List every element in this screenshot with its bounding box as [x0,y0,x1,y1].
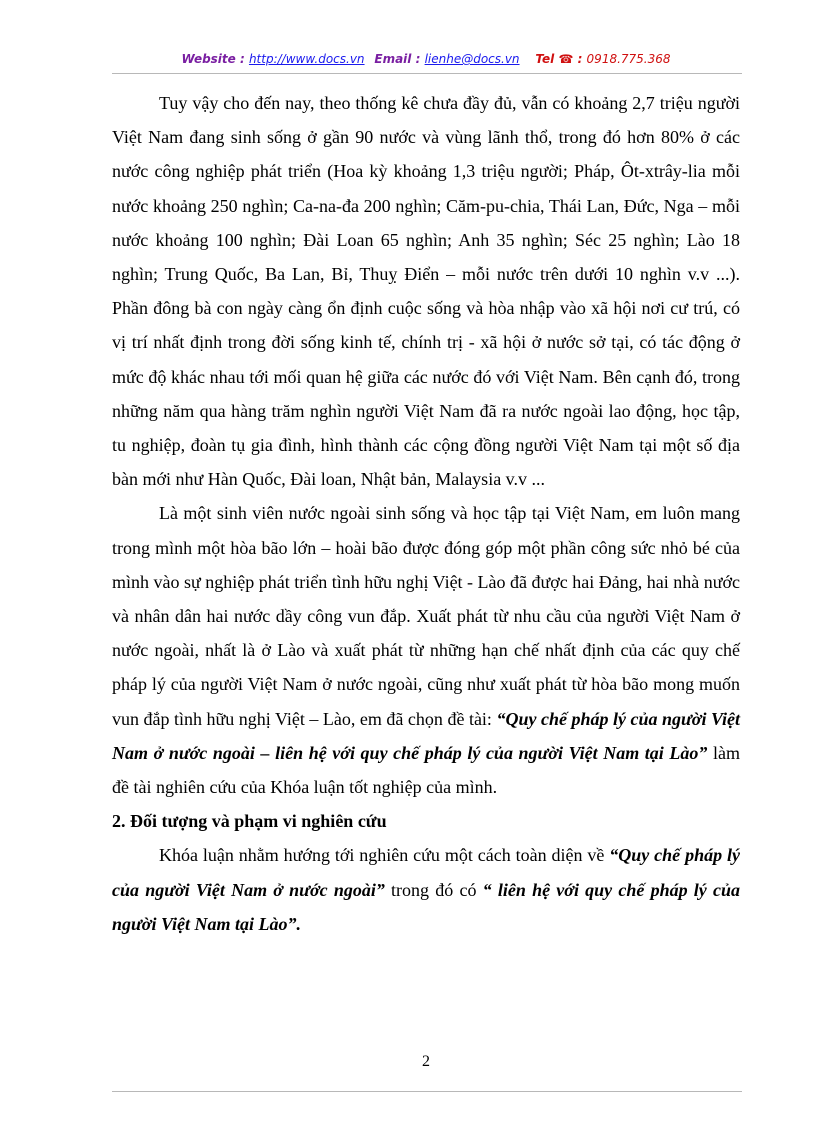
paragraph-text: làm đề tài nghiên cứu của Khóa luận tốt nghiệp của mình. [112,742,740,798]
header-divider [112,73,742,74]
page-header [112,50,740,68]
document-body [112,86,740,941]
section-heading: 2. Đối tượng và phạm vi nghiên cứu [112,811,387,832]
phone-number: 0918.775.368 [586,52,671,66]
email-label: Email : [374,52,425,66]
website-label: Website : [181,52,249,66]
paragraph-thesis-motivation [112,496,740,804]
paragraph-text: Là một sinh viên nước ngoài sinh sống và học tập tại Việt Nam, em luôn mang trong mình một hòa bão lớn – hoài bão được đóng góp một phần công sức nhỏ bé của mình vào sự nghiệp phát triển tình hữu nghị Việt - Lào đã được hai Đảng, hai nhà nước và nhân dân hai nước dầy công vun đắp. Xuất phát từ nhu cầu của người Việt Nam ở nước ngoài, nhất là ở Lào và xuất phát từ những hạn chế nhất định của các quy chế pháp lý của người Việt Nam ở nước ngoài, cũng như xuất phát từ hòa bão mong muốn vun đắp tình hữu nghị Việt – Lào, em đã chọn đề tài: [112,503,741,729]
phone-label: Tel ☎ : [535,52,587,66]
paragraph-text: Khóa luận nhằm hướng tới nghiên cứu một cách toàn diện về [159,845,610,866]
paragraph-scope [112,838,740,941]
paragraph-text: trong đó có [384,879,483,900]
website-link[interactable]: http://www.docs.vn [248,52,365,66]
thesis-title: “Quy chế pháp lý của người Việt Nam ở nước ngoài – liên hệ với quy chế pháp lý của người Việt Nam tại Lào” [112,708,740,763]
email-link[interactable]: lienhe@docs.vn [424,52,520,66]
emphasis-title: “Quy chế pháp lý của người Việt Nam ở nước ngoài” [112,845,740,900]
paragraph-overseas-vietnamese: Tuy vậy cho đến nay, theo thống kê chưa đầy đủ, vẫn có khoảng 2,7 triệu người Việt Nam đang sinh sống ở gần 90 nước và vùng lãnh thổ, trong đó hơn 80% ở các nước công nghiệp phát triển (Hoa kỳ khoảng 1,3 triệu người; Pháp, Ôt-xtrây-lia mỗi nước khoảng 250 nghìn; Ca-na-đa 200 nghìn; Căm-pu-chia, Thái Lan, Đức, Nga – mỗi nước khoảng 100 nghìn; Đài Loan 65 nghìn; Anh 35 nghìn; Séc 25 nghìn; Lào 18 nghìn; Trung Quốc, Ba Lan, Bỉ, Thuỵ Điển – mỗi nước trên dưới 10 nghìn v.v ...). Phần đông bà con ngày càng ổn định cuộc sống và hòa nhập vào xã hội nơi cư trú, có vị trí nhất định trong đời sống kinh tế, chính trị - xã hội ở nước sở tại, có tác động ở mức độ khác nhau tới mối quan hệ giữa các nước đó với Việt Nam. Bên cạnh đó, trong những năm qua hàng trăm nghìn người Việt Nam đã ra nước ngoài lao động, học tập, tu nghiệp, đoàn tụ gia đình, hình thành các cộng đồng người Việt Nam tại một số địa bàn mới như Hàn Quốc, Đài loan, Nhật bản, Malaysia v.v ... [112,93,740,490]
page-number: 2 [422,1053,430,1070]
footer-divider [112,1091,742,1092]
emphasis-title: “ liên hệ với quy chế pháp lý của người Việt Nam tại Lào”. [112,879,740,934]
